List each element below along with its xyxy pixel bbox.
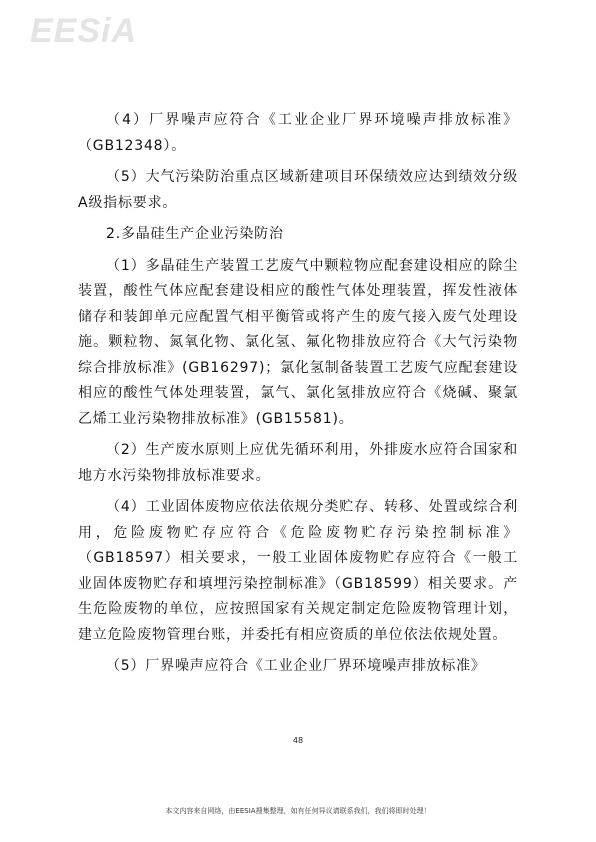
paragraph-noise-standard: （4）厂界噪声应符合《工业企业厂界环境噪声排放标准》（GB12348）。 [78,112,518,154]
paragraph-wastewater: （2）生产废水原则上应优先循环利用，外排废水应符合国家和地方水污染物排放标准要求。 [78,442,518,484]
paragraph-solid-waste: （4）工业固体废物应依法依规分类贮存、转移、处置或综合利用，危险废物贮存应符合《危险废物贮存污染控制标准》（GB18597）相关要求，一般工业固体废物贮存应符合《一般工业固体废物贮存和填埋污染控制标准》（GB18599）相关要求。产生危险废物的单位，应按照国家有关规定制定危险废物管理计划，建立危险废物管理台账，并委托有相应资质的单位依法依规处置。 [78,499,518,643]
document-body [78,108,518,686]
eesia-logo: EESiA [30,12,138,50]
paragraph-noise-standard-2: （5）厂界噪声应符合《工业企业厂界环境噪声排放标准》 [106,658,486,674]
section-heading: 2.多晶硅生产企业污染防治 [106,226,284,242]
paragraph-performance-grade: （5）大气污染防治重点区域新建项目环保绩效应达到绩效分级A级指标要求。 [78,169,518,211]
footer-disclaimer: 本文内容来自网络，由EESIA搜集整理，如有任何异议请联系我们，我们将即时处理！ [165,807,431,815]
paragraph-exhaust-gas: （1）多晶硅生产装置工艺废气中颗粒物应配套建设相应的除尘装置，酸性气体应配套建设相应的酸性气体处理装置，挥发性液体储存和装卸单元应配置气相平衡管或将产生的废气接入废气处理设施。颗粒物、氮氧化物、氯化氢、氟化物排放应符合《大气污染物综合排放标准》(GB16297)；氯化氢制备装置工艺废气应配套建设相应的酸性气体处理装置，氯气、氯化氢排放应符合《烧碱、聚氯乙烯工业污染物排放标准》(GB15581)。 [78,257,518,427]
page-number: 48 [292,736,304,745]
